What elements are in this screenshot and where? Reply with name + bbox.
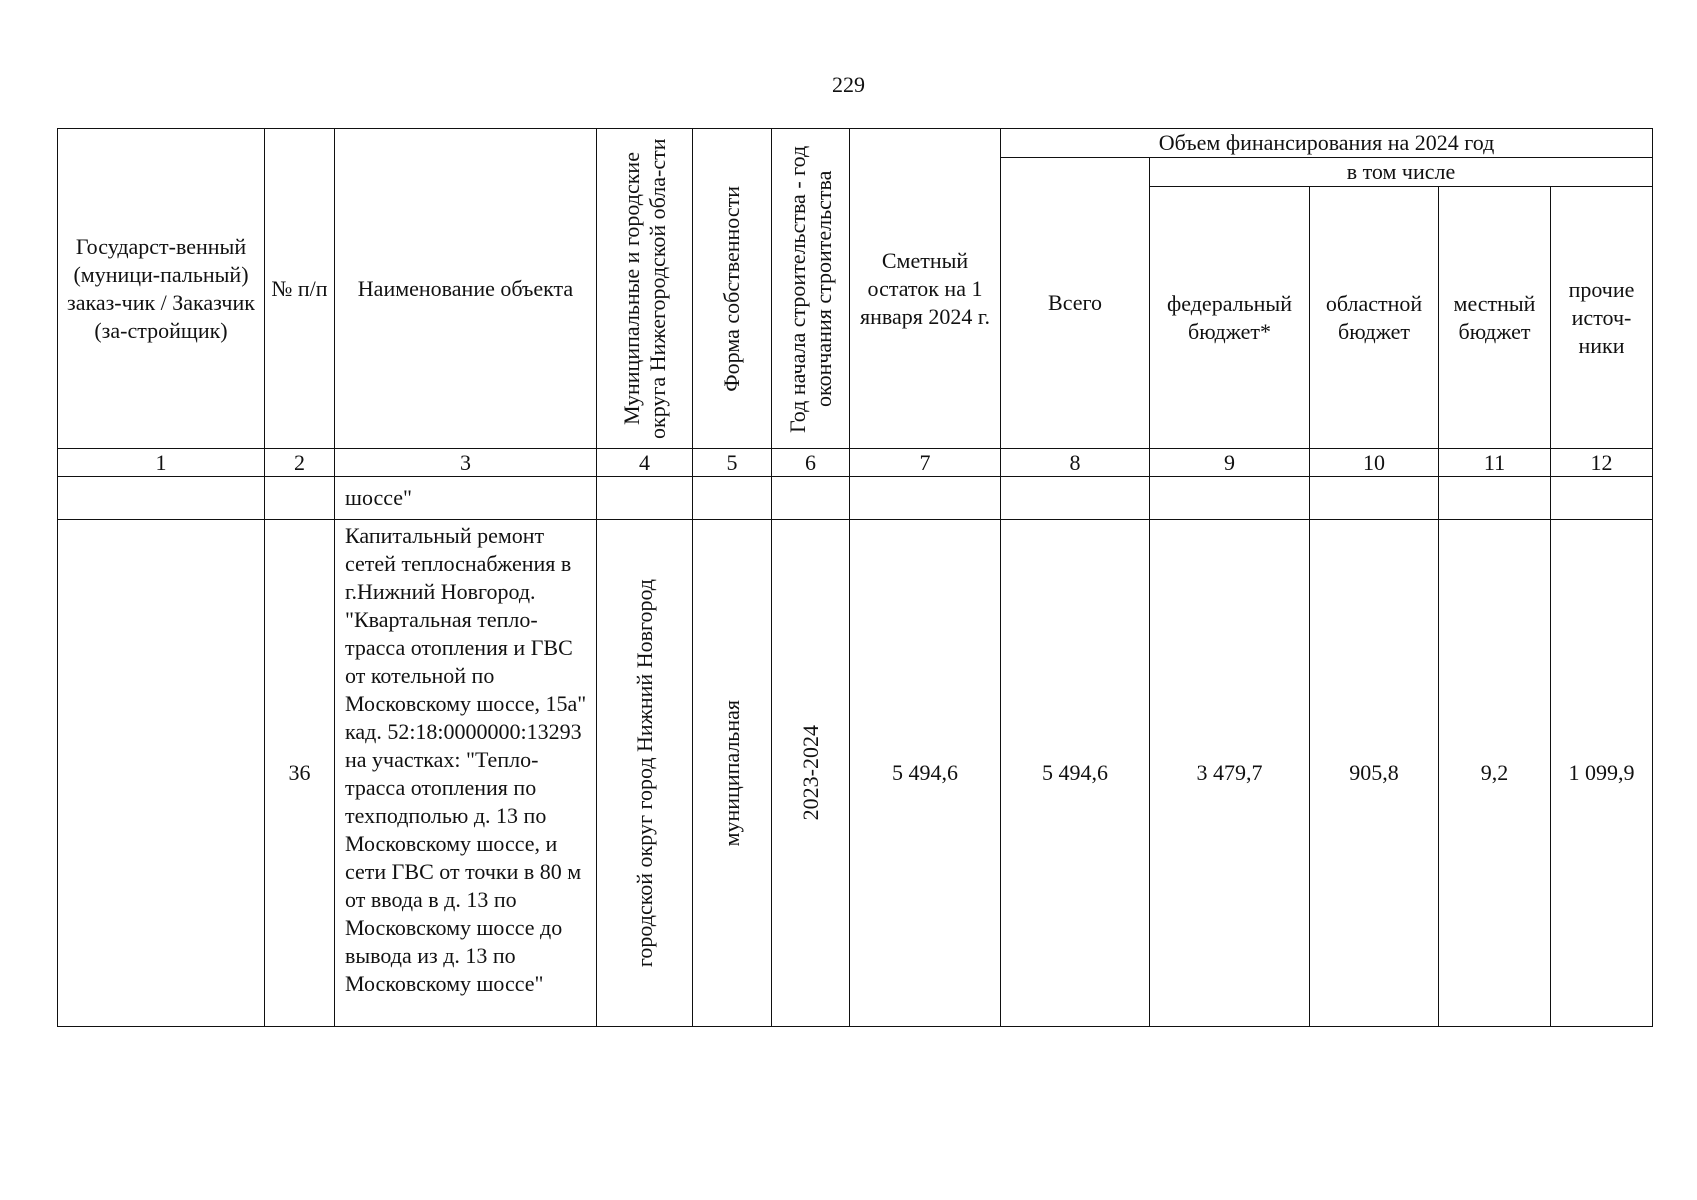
continuation-object-name: шоссе" (335, 477, 597, 520)
empty-cell (1001, 477, 1150, 520)
column-numbers-row (58, 449, 1653, 477)
header-estimate-remainder: Сметный остаток на 1 января 2024 г. (850, 129, 1001, 449)
empty-cell (265, 477, 335, 520)
header-local: местный бюджет (1439, 187, 1551, 449)
header-customer: Государст-венный (муници-пальный) заказ-чик / Заказчик (за-стройщик) (58, 129, 265, 449)
row-number: 36 (265, 520, 335, 1027)
row-total: 5 494,6 (1001, 520, 1150, 1027)
column-number: 10 (1310, 449, 1439, 477)
column-number: 4 (597, 449, 693, 477)
header-years (772, 129, 850, 449)
header-including: в том числе (1150, 158, 1653, 187)
row-ownership (693, 520, 772, 1027)
empty-cell (58, 477, 265, 520)
row-district-text: городской округ город Нижний Новгород (631, 578, 657, 968)
continuation-row (58, 477, 1653, 520)
column-number: 9 (1150, 449, 1310, 477)
column-number: 6 (772, 449, 850, 477)
column-number: 7 (850, 449, 1001, 477)
row-years (772, 520, 850, 1027)
column-number: 1 (58, 449, 265, 477)
header-years-text: Год начала строительства - год окончания строительства (784, 144, 836, 433)
page-number: 229 (832, 72, 865, 97)
header-total: Всего (1001, 158, 1150, 449)
header-object-name: Наименование объекта (335, 129, 597, 449)
empty-cell (1551, 477, 1653, 520)
empty-cell (1150, 477, 1310, 520)
row-local: 9,2 (1439, 520, 1551, 1027)
row-federal: 3 479,7 (1150, 520, 1310, 1027)
column-number: 12 (1551, 449, 1653, 477)
column-number: 2 (265, 449, 335, 477)
header-number: № п/п (265, 129, 335, 449)
empty-cell (597, 477, 693, 520)
header-ownership-text: Форма собственности (719, 185, 744, 392)
row-estimate-remainder: 5 494,6 (850, 520, 1001, 1027)
funding-table (57, 128, 1653, 1027)
row-years-text: 2023-2024 (797, 725, 823, 821)
header-federal: федеральный бюджет* (1150, 187, 1310, 449)
header-ownership (693, 129, 772, 449)
header-row-1 (58, 129, 1653, 158)
header-districts-text: Муниципальные и городские округа Нижегородской обла-сти (618, 138, 670, 439)
row-regional: 905,8 (1310, 520, 1439, 1027)
empty-cell (1439, 477, 1551, 520)
column-number: 8 (1001, 449, 1150, 477)
row-other: 1 099,9 (1551, 520, 1653, 1027)
column-number: 3 (335, 449, 597, 477)
empty-cell (693, 477, 772, 520)
header-other: прочие источ-ники (1551, 187, 1653, 449)
header-regional: областной бюджет (1310, 187, 1439, 449)
header-districts (597, 129, 693, 449)
row-ownership-text: муниципальная (719, 699, 744, 847)
empty-cell (1310, 477, 1439, 520)
column-number: 5 (693, 449, 772, 477)
header-funding-group: Объем финансирования на 2024 год (1001, 129, 1653, 158)
empty-cell (772, 477, 850, 520)
row-object-name: Капитальный ремонт сетей теплоснабжения в г.Нижний Новгород. "Квартальная тепло-трасса отопления и ГВС от котельной по Московскому шоссе, 15а" кад. 52:18:0000000:13293 на участках: "Тепло-трасса отопления по техподполью д. 13 по Московскому шоссе, и сети ГВС от точки в 80 м от ввода в д. 13 по Московскому шоссе до вывода из д. 13 по Московскому шоссе" (335, 520, 597, 1027)
row-district (597, 520, 693, 1027)
table-row (58, 520, 1653, 1027)
column-number: 11 (1439, 449, 1551, 477)
row-customer (58, 520, 265, 1027)
empty-cell (850, 477, 1001, 520)
